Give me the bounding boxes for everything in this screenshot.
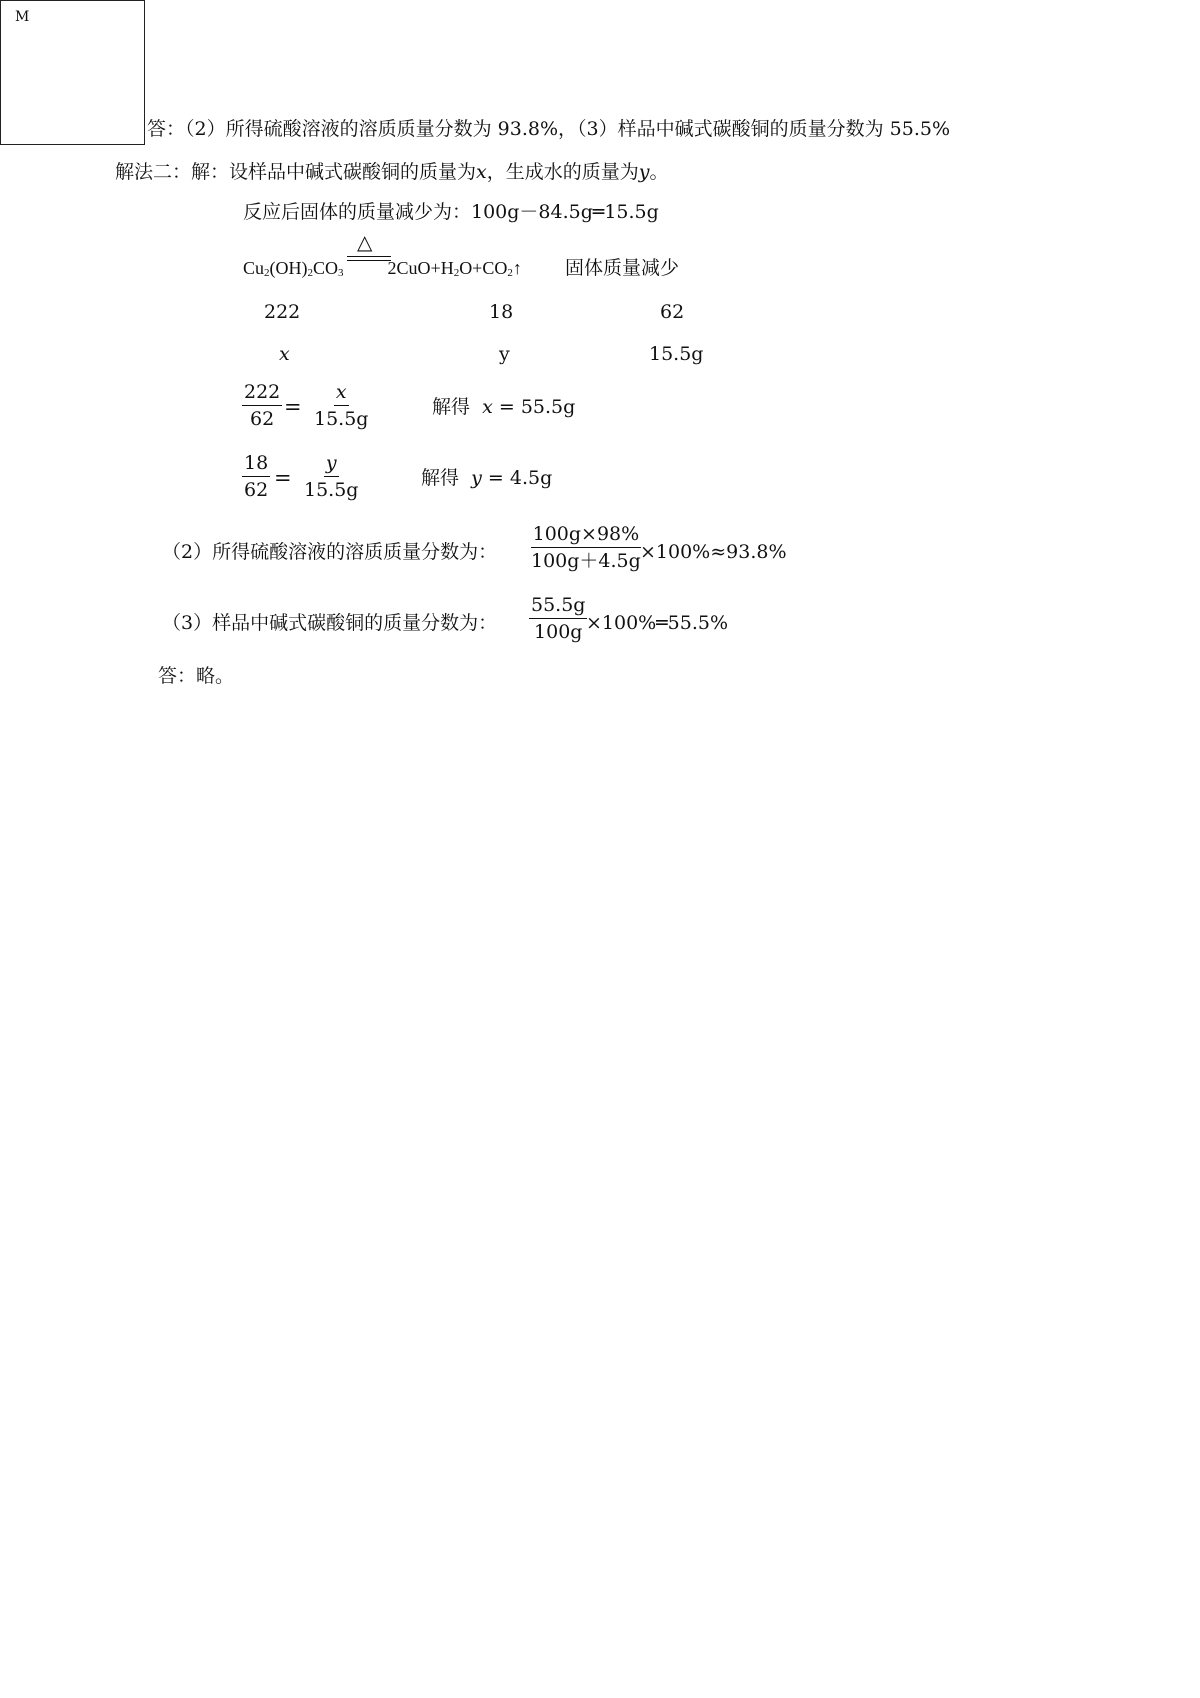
box-label: M [15,9,30,25]
var-x: x [476,161,487,183]
answer-prefix: 答： [147,118,186,140]
part3-fraction: $\frac{55.5g}{100g}$ [531,594,586,643]
ratio-y: y [499,343,510,365]
gas-arrow: ↑ [512,258,522,278]
fraction-y-15-5g: $\frac{y}{15.5g}$ [304,452,359,501]
ratio-18: 18 [489,301,514,323]
assumption-text-2: ，生成水的质量为 [486,161,639,183]
assumption-text-1: 设样品中碱式碳酸铜的质量为 [229,161,477,183]
final-answer: 答：略。 [158,665,235,687]
reaction-arrow [347,230,391,262]
equals-sign: = [274,466,292,490]
part3-label: （3）样品中碱式碳酸铜的质量分数为： [162,612,498,634]
solid-mass-decrease-note: 固体质量减少 [565,257,680,279]
part2-fraction: $\frac{100g\times 98\%}{100g+4.5g}$ [531,523,641,572]
method2-line [115,160,669,184]
fraction-222-62: $\frac{222}{62}$ [244,381,281,430]
solve-x: 解得 x = 55.5g [432,396,576,418]
ratio-222: 222 [264,301,301,323]
part2-label: （2）所得硫酸溶液的溶质质量分数为： [162,541,498,563]
mass-decrease-line: 反应后固体的质量减少为：100g－84.5g═15.5g [243,201,659,223]
assumption-end: 。 [649,161,669,183]
method2-label: 解法二：解： [115,161,230,183]
part2-result: ×100%≈93.8% [640,541,787,563]
solve-y: 解得 y = 4.5g [421,467,553,489]
fraction-x-15-5g: $\frac{x}{15.5g}$ [314,381,369,430]
answer-part2: （2）所得硫酸溶液的溶质质量分数为 93.8%， [185,118,578,140]
answer-line [147,117,950,141]
ratio-x: x [279,343,290,365]
reactant: $Cu_2(OH)_2CO_3$ [243,258,344,279]
part3-result: ×100%═55.5% [586,612,729,634]
products: $2CuO+H_2O+CO_2$ [387,258,513,279]
corner-box [0,0,145,145]
fraction-18-62: $\frac{18}{62}$ [244,452,269,501]
heat-condition-icon: △ [357,230,373,254]
ratio-15-5g: 15.5g [649,343,704,365]
equals-sign: = [284,395,302,419]
answer-part3: （3）样品中碱式碳酸铜的质量分数为 55.5% [577,118,951,140]
var-y: y [638,161,650,183]
ratio-62: 62 [660,301,685,323]
